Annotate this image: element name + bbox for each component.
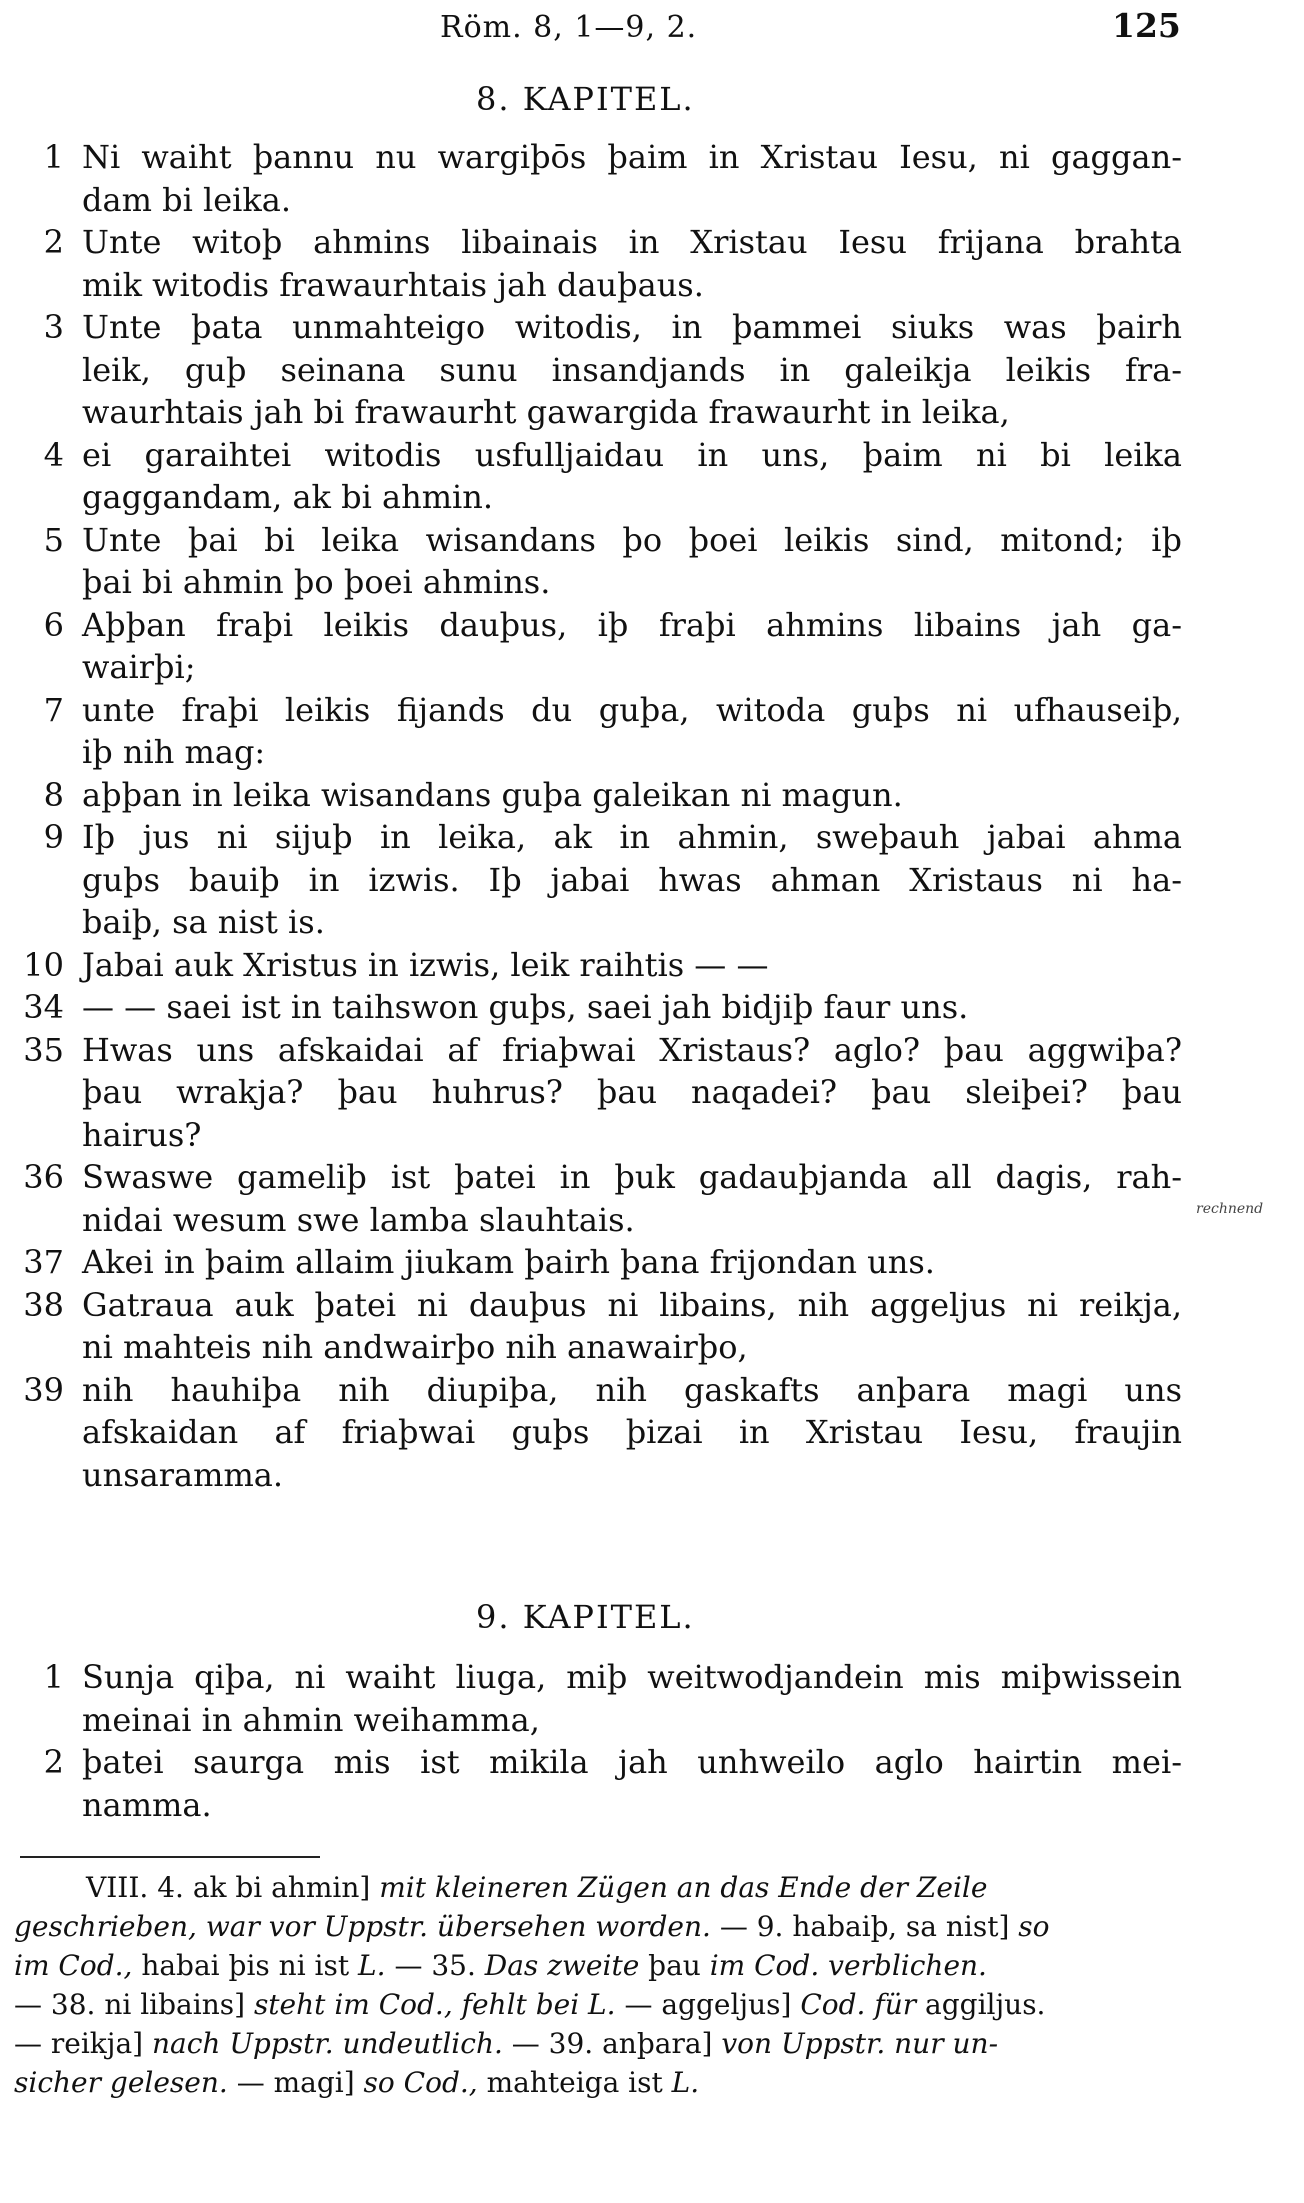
verse-line: Ni waiht þannu nu wargiþōs þaim in Xristau Iesu, ni gaggan-: [82, 138, 1182, 176]
page-number: 125: [1112, 6, 1181, 45]
verse-number: 36: [23, 1158, 64, 1196]
verse-number: 37: [23, 1243, 64, 1281]
verse: [23, 1241, 1182, 1284]
footnote-text: — reikja]: [14, 2027, 152, 2060]
footnote-text: mahteiga ist: [477, 2066, 672, 2099]
verse: [43, 1741, 1182, 1826]
verse-number: 10: [23, 945, 64, 984]
footnotes: [0, 1868, 1304, 2102]
verse-number: 7: [43, 690, 64, 729]
verse-line: Gatraua auk þatei ni dauþus ni libains, nih aggeljus ni reikja,: [82, 1285, 1182, 1324]
footnote-text: — 9. habaiþ, sa nist]: [710, 1910, 1019, 1943]
verse-line: ei garaihtei witodis usfulljaidau in uns, þaim ni bi leika: [82, 435, 1182, 474]
footnote-line: [0, 1907, 1304, 1946]
verse-line: baiþ, sa nist is.: [82, 903, 325, 941]
verse: [43, 306, 1182, 434]
verse-number: 3: [43, 308, 64, 346]
verse: [23, 1029, 1182, 1157]
verse-line: mik witodis frawaurhtais jah dauþaus.: [82, 265, 704, 304]
footnote-text: habai þis ni ist: [132, 1949, 359, 1982]
verse-line: þai bi ahmin þo þoei ahmins.: [82, 563, 551, 601]
verse-number: 9: [43, 818, 64, 856]
footnote-italic-text: von Uppstr. nur un-: [721, 2027, 999, 2060]
verse-line: guþs bauiþ in izwis. Iþ jabai hwas ahman Xristaus ni ha-: [82, 860, 1182, 899]
verse-line: Unte þai bi leika wisandans þo þoei leikis sind, mitond; iþ: [82, 520, 1182, 559]
verse-line: unte fraþi leikis fijands du guþa, witoda guþs ni ufhauseiþ,: [82, 690, 1182, 729]
footnote-italic-text: geschrieben, war vor Uppstr. übersehen worden.: [14, 1910, 711, 1943]
verse: [23, 1156, 1182, 1241]
footnote-italic-text: so: [1018, 1910, 1050, 1943]
running-head: Röm. 8, 1—9, 2.: [440, 10, 698, 45]
verse-line: Iþ jus ni sijuþ in leika, ak in ahmin, sweþauh jabai ahma: [82, 818, 1182, 856]
verse-number: 6: [43, 605, 64, 644]
chapter-9-verses: [0, 1656, 1304, 1826]
verse-line: nidai wesum swe lamba slauhtais.: [82, 1200, 635, 1239]
verse-line: meinai in ahmin weihamma,: [82, 1700, 540, 1739]
footnote-italic-text: im Cod.,: [14, 1949, 133, 1982]
footnote-text: — 39. anþara]: [502, 2027, 722, 2060]
verse-line: wairþi;: [82, 648, 196, 686]
footnote-text: — 35.: [385, 1949, 485, 1982]
footnote-italic-text: so Cod.,: [363, 2066, 478, 2099]
verse-line: leik, guþ seinana sunu insandjands in galeikja leikis fra-: [82, 350, 1182, 389]
verse-line: nih hauhiþa nih diupiþa, nih gaskafts anþara magi uns: [82, 1370, 1182, 1409]
verse-line: waurhtais jah bi frawaurht gawargida frawaurht in leika,: [82, 393, 1010, 431]
verse-line: ni mahteis nih andwairþo nih anawairþo,: [82, 1328, 748, 1366]
verse-line: þatei saurga mis ist mikila jah unhweilo aglo hairtin mei-: [82, 1743, 1182, 1781]
verse: [43, 221, 1182, 306]
verse-number: 34: [23, 988, 64, 1026]
footnote-italic-text: Cod. für: [800, 1988, 917, 2021]
verse: [43, 519, 1182, 604]
verse-line: iþ nih mag:: [82, 733, 266, 771]
footnote-italic-text: L.: [358, 1949, 386, 1982]
verse: [43, 774, 1182, 817]
verse-line: þau wrakja? þau huhrus? þau naqadei? þau sleiþei? þau: [82, 1073, 1182, 1111]
verse-number: 39: [23, 1370, 64, 1409]
verse-line: Unte þata unmahteigo witodis, in þammei siuks was þairh: [82, 308, 1182, 346]
verse-line: Unte witoþ ahmins libainais in Xristau Iesu frijana brahta: [82, 223, 1182, 261]
footnote-text: — 38. ni libains]: [14, 1988, 254, 2021]
verse-line: aþþan in leika wisandans guþa galeikan ni magun.: [82, 775, 903, 814]
verse-number: 2: [43, 1743, 64, 1781]
verse-line: afskaidan af friaþwai guþs þizai in Xristau Iesu, fraujin: [82, 1413, 1182, 1451]
verse: [43, 136, 1182, 221]
footnote-line: [0, 1868, 1304, 1907]
verse-line: Jabai auk Xristus in izwis, leik raihtis — —: [82, 945, 769, 984]
verse-number: 5: [43, 520, 64, 559]
footnote-italic-text: mit kleineren Zügen an das Ende der Zeile: [379, 1871, 988, 1904]
verse-line: gaggandam, ak bi ahmin.: [82, 478, 494, 516]
verse-line: Swaswe gameliþ ist þatei in þuk gadauþjanda all dagis, rah-: [82, 1158, 1182, 1196]
verse-line: dam bi leika.: [82, 180, 292, 219]
verse-number: 2: [43, 223, 64, 261]
verse-number: 8: [43, 775, 64, 814]
footnote-italic-text: nach Uppstr. undeutlich.: [151, 2027, 503, 2060]
footnote-rule: [20, 1856, 320, 1858]
verse: [43, 434, 1182, 519]
verse-number: 38: [23, 1285, 64, 1324]
verse-line: Hwas uns afskaidai af friaþwai Xristaus? aglo? þau aggwiþa?: [82, 1030, 1182, 1069]
verse-line: unsaramma.: [82, 1455, 284, 1494]
footnote-line: [0, 1946, 1304, 1985]
verse-line: — — saei ist in taihswon guþs, saei jah bidjiþ faur uns.: [82, 988, 969, 1026]
footnote-line: [0, 1985, 1304, 2024]
margin-note: rechnend: [1196, 1201, 1264, 1217]
chapter-8-verses: [0, 136, 1304, 1496]
verse-number: 1: [43, 1658, 64, 1696]
chapter-9-title: 9. KAPITEL.: [476, 1598, 695, 1636]
verse-line: hairus?: [82, 1115, 202, 1154]
verse-line: Aþþan fraþi leikis dauþus, iþ fraþi ahmins libains jah ga-: [82, 605, 1182, 644]
verse: [43, 1656, 1182, 1741]
chapter-8-title: 8. KAPITEL.: [476, 80, 695, 118]
footnote-italic-text: Das zweite: [484, 1949, 640, 1982]
footnote-italic-text: im Cod. verblichen.: [709, 1949, 987, 1982]
footnote-italic-text: steht im Cod., fehlt bei L.: [253, 1988, 616, 2021]
footnote-text: aggiljus.: [916, 1988, 1046, 2021]
verse: [43, 604, 1182, 689]
verse: [43, 689, 1182, 774]
footnote-italic-text: sicher gelesen.: [14, 2066, 228, 2099]
footnote-text: — magi]: [227, 2066, 364, 2099]
verse-line: Akei in þaim allaim jiukam þairh þana frijondan uns.: [82, 1243, 935, 1281]
verse-number: 1: [43, 138, 64, 176]
footnote-text: — aggeljus]: [615, 1988, 801, 2021]
verse-line: namma.: [82, 1785, 212, 1824]
verse: [23, 944, 1182, 987]
footnote-italic-text: L.: [671, 2066, 700, 2099]
footnote-text: VIII. 4. ak bi ahmin]: [86, 1871, 380, 1904]
verse: [43, 816, 1182, 944]
verse: [23, 1284, 1182, 1369]
footnote-line: [0, 2063, 1304, 2102]
verse-number: 4: [43, 435, 64, 474]
verse: [23, 1369, 1182, 1497]
verse: [23, 986, 1182, 1029]
verse-number: 35: [23, 1030, 64, 1069]
footnote-text: þau: [639, 1949, 710, 1982]
verse-line: Sunja qiþa, ni waiht liuga, miþ weitwodjandein mis miþwissein: [82, 1658, 1182, 1696]
footnote-line: [0, 2024, 1304, 2063]
